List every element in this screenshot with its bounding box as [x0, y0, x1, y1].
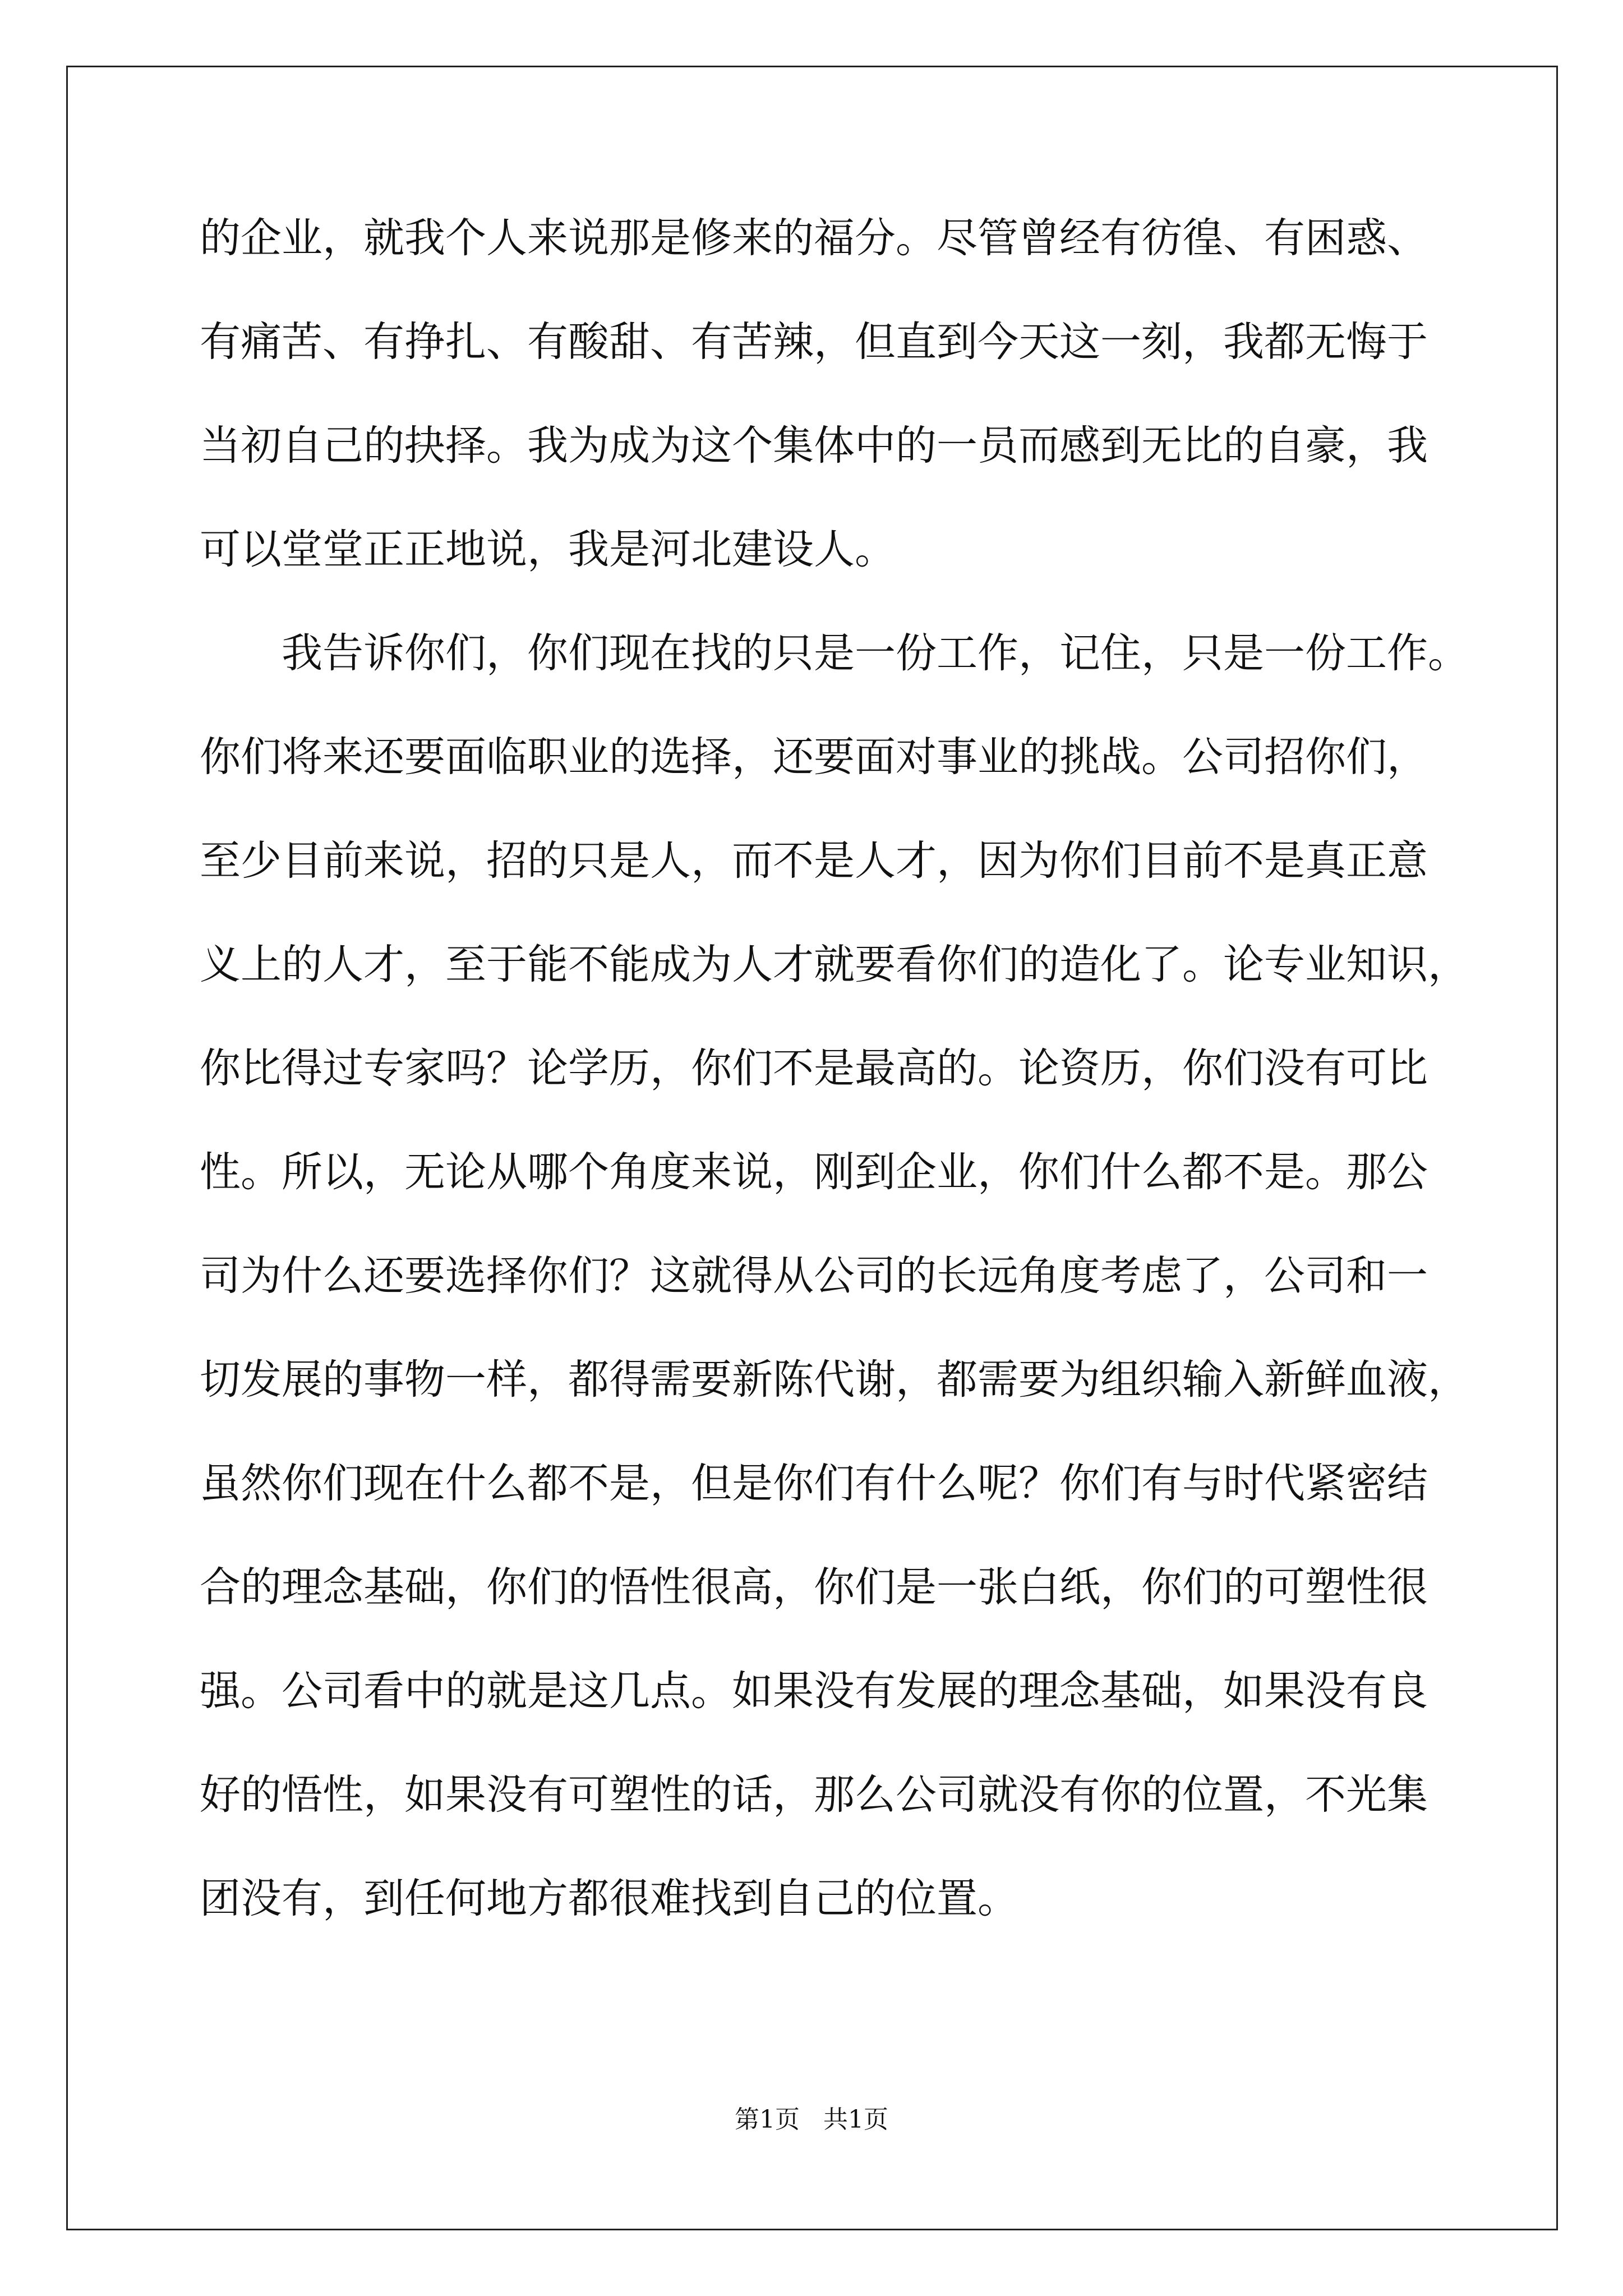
- text-line: 合的理念基础，你们的悟性很高，你们是一张白纸，你们的可塑性很: [200, 1563, 1428, 1611]
- text-line: 可以堂堂正正地说，我是河北建设人。: [200, 526, 896, 573]
- text-line: 性。所以，无论从哪个角度来说，刚到企业，你们什么都不是。那公: [200, 1148, 1428, 1196]
- text-line: 至少目前来说，招的只是人，而不是人才，因为你们目前不是真正意: [200, 837, 1428, 885]
- text-line: 当初自己的抉择。我为成为这个集体中的一员而感到无比的自豪，我: [200, 422, 1428, 470]
- text-line: 你们将来还要面临职业的选择，还要面对事业的挑战。公司招你们，: [200, 733, 1428, 781]
- text-line: 强。公司看中的就是这几点。如果没有发展的理念基础，如果没有良: [200, 1667, 1428, 1715]
- document-body: [200, 199, 1469, 1963]
- text-line: 有痛苦、有挣扎、有酸甜、有苦辣，但直到今天这一刻，我都无悔于: [200, 318, 1428, 366]
- text-line: 团没有，到任何地方都很难找到自己的位置。: [200, 1875, 1018, 1922]
- text-line: 我告诉你们，你们现在找的只是一份工作，记住，只是一份工作。: [282, 629, 1469, 677]
- page-footer: 第1页 共1页: [735, 2105, 888, 2134]
- text-line: 切发展的事物一样，都得需要新陈代谢，都需要为组织输入新鲜血液，: [200, 1356, 1469, 1404]
- text-line: 好的悟性，如果没有可塑性的话，那么公司就没有你的位置，不光集: [200, 1771, 1428, 1819]
- text-line: 司为什么还要选择你们？这就得从公司的长远角度考虑了，公司和一: [200, 1252, 1428, 1300]
- text-line: 义上的人才，至于能不能成为人才就要看你们的造化了。论专业知识，: [200, 941, 1469, 988]
- text-line: 虽然你们现在什么都不是，但是你们有什么呢？你们有与时代紧密结: [200, 1460, 1428, 1507]
- text-line: 的企业，就我个人来说那是修来的福分。尽管曾经有彷徨、有困惑、: [200, 214, 1428, 262]
- text-line: 你比得过专家吗？论学历，你们不是最高的。论资历，你们没有可比: [200, 1045, 1428, 1092]
